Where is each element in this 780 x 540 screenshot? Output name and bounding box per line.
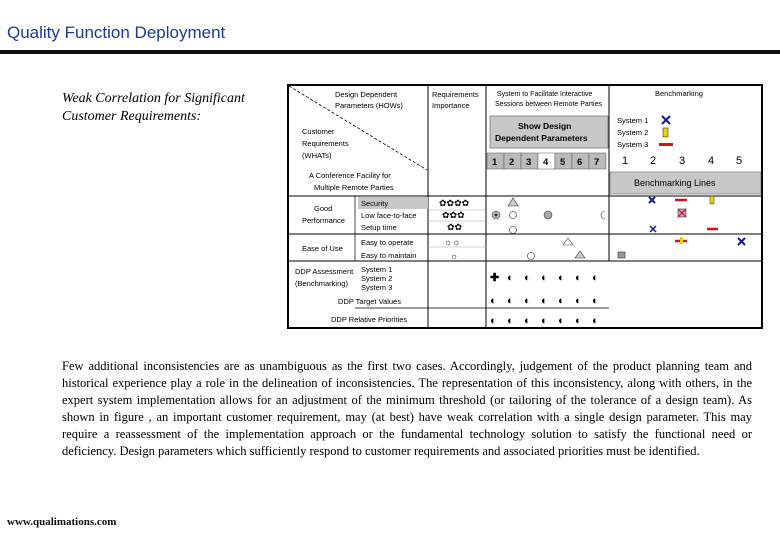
requirement-easy-operate: Easy to operate (361, 238, 414, 247)
title-rule (0, 50, 780, 54)
svg-text:✚: ✚ (490, 272, 500, 284)
ddp-relative-priorities: DDP Relative Priorities (331, 315, 408, 324)
design-number-1: 1 (492, 157, 498, 168)
figure-caption (62, 90, 245, 126)
svg-text:◐: ◐ (541, 295, 548, 307)
svg-text:✿✿✿: ✿✿✿ (442, 210, 465, 220)
whats-heading-3: (WHATs) (302, 151, 332, 160)
group-ease-of-use: Ease of Use (302, 244, 343, 253)
svg-text:✿✿✿✿: ✿✿✿✿ (439, 198, 470, 208)
bench-number-1: 1 (622, 155, 629, 167)
legend-system-2: System 2 (617, 128, 649, 137)
footer-url[interactable]: www.qualimations.com (7, 516, 117, 528)
svg-text:◐: ◐ (558, 295, 565, 307)
svg-text:◐: ◐ (524, 295, 531, 307)
system-heading-2: Sessions between Remote Parties (495, 101, 602, 108)
show-design-label-2: Dependent Parameters (495, 133, 588, 143)
bench-number-3: 3 (679, 155, 686, 167)
page-title: Quality Function Deployment (7, 23, 226, 42)
requirement-security: Security (361, 199, 389, 208)
svg-text:◐: ◐ (507, 295, 514, 307)
svg-text:◐: ◐ (524, 315, 531, 327)
importance-heading-2: Importance (432, 101, 470, 110)
svg-text:◐: ◐ (592, 315, 599, 327)
conference-label-2: Multiple Remote Parties (314, 183, 394, 192)
svg-text:◐: ◐ (507, 272, 514, 284)
legend-system-1: System 1 (617, 116, 649, 125)
svg-text:◐: ◐ (592, 295, 599, 307)
ddp-system-3: System 3 (361, 283, 393, 292)
system-heading-1: System to Facilitate Interactive (497, 91, 593, 98)
requirement-setup-time: Setup time (361, 223, 397, 232)
requirement-easy-maintain: Easy to maintain (361, 251, 417, 260)
design-number-2: 2 (509, 157, 515, 168)
caption-line-1: Weak Correlation for Significant (62, 91, 245, 106)
ddp-assessment-2: (Benchmarking) (295, 279, 348, 288)
design-number-row (487, 153, 606, 169)
svg-text:◐: ◐ (541, 272, 548, 284)
svg-text:◐: ◐ (541, 315, 548, 327)
hows-heading-1: Design Dependent (335, 90, 398, 99)
legend-system-3: System 3 (617, 140, 649, 149)
ddp-target-values: DDP Target Values (338, 297, 401, 306)
design-number-5: 5 (560, 157, 566, 168)
bench-number-5: 5 (736, 155, 743, 167)
svg-text:✿✿: ✿✿ (447, 222, 463, 232)
whats-heading-1: Customer (302, 127, 335, 136)
svg-text:◐: ◐ (507, 315, 514, 327)
hows-heading-2: Parameters (HOWs) (335, 101, 403, 110)
benchmarking-heading: Benchmarking (655, 89, 703, 98)
design-number-6: 6 (577, 157, 583, 168)
ddp-system-2: System 2 (361, 274, 393, 283)
svg-text:◐: ◐ (575, 272, 582, 284)
legend-bar-icon (663, 128, 668, 137)
conference-label-1: A Conference Facility for (309, 171, 391, 180)
svg-text:◐: ◐ (490, 295, 497, 307)
show-design-label-1: Show Design (518, 121, 572, 131)
benchmarking-lines-label: Benchmarking Lines (634, 178, 716, 188)
svg-text:◐: ◐ (575, 315, 582, 327)
design-number-4: 4 (543, 157, 549, 168)
svg-text:◐: ◐ (592, 272, 599, 284)
importance-heading-1: Requirements (432, 90, 479, 99)
svg-text:◐: ◐ (490, 315, 497, 327)
svg-text:◐: ◐ (575, 295, 582, 307)
svg-text:☼☼: ☼☼ (444, 237, 461, 247)
svg-text:☼: ☼ (450, 251, 459, 261)
svg-text:◐: ◐ (558, 315, 565, 327)
requirement-face-to-face: Low face-to-face (361, 211, 417, 220)
design-number-7: 7 (594, 157, 600, 168)
body-paragraph: Few additional inconsistencies are as unambiguous as the first two cases. Accordingly, judgement of the product planning team and historical experience play a role in the delineation of inconsistencies. The representation of this inconsistency, along with others, in the expert system implementation allows for an adjustment of the minimum threshold (or tailoring of the tolerance of a design team). As shown in figure , an important customer requirement, may (at best) have weak correlation with a single design parameter. This may require a reassessment of the implementation approach or the fundamental technology solution to satisfy the functional need or deficiency. Design parameters which sufficiently respond to customer requirements and associated priorities must be identified. (62, 359, 752, 458)
bench-number-2: 2 (650, 155, 657, 167)
svg-text:◐: ◐ (558, 272, 565, 284)
group-performance: Performance (302, 216, 345, 225)
qfd-house-of-quality (287, 84, 763, 329)
bench-number-4: 4 (708, 155, 715, 167)
legend-dash-icon (659, 143, 673, 146)
ddp-assessment-1: DDP Assessment (295, 267, 354, 276)
design-number-3: 3 (526, 157, 532, 168)
caption-line-2: Customer Requirements: (62, 109, 202, 124)
whats-heading-2: Requirements (302, 139, 349, 148)
svg-text:◐: ◐ (524, 272, 531, 284)
group-good: Good (314, 204, 333, 213)
ddp-system-1: System 1 (361, 265, 393, 274)
